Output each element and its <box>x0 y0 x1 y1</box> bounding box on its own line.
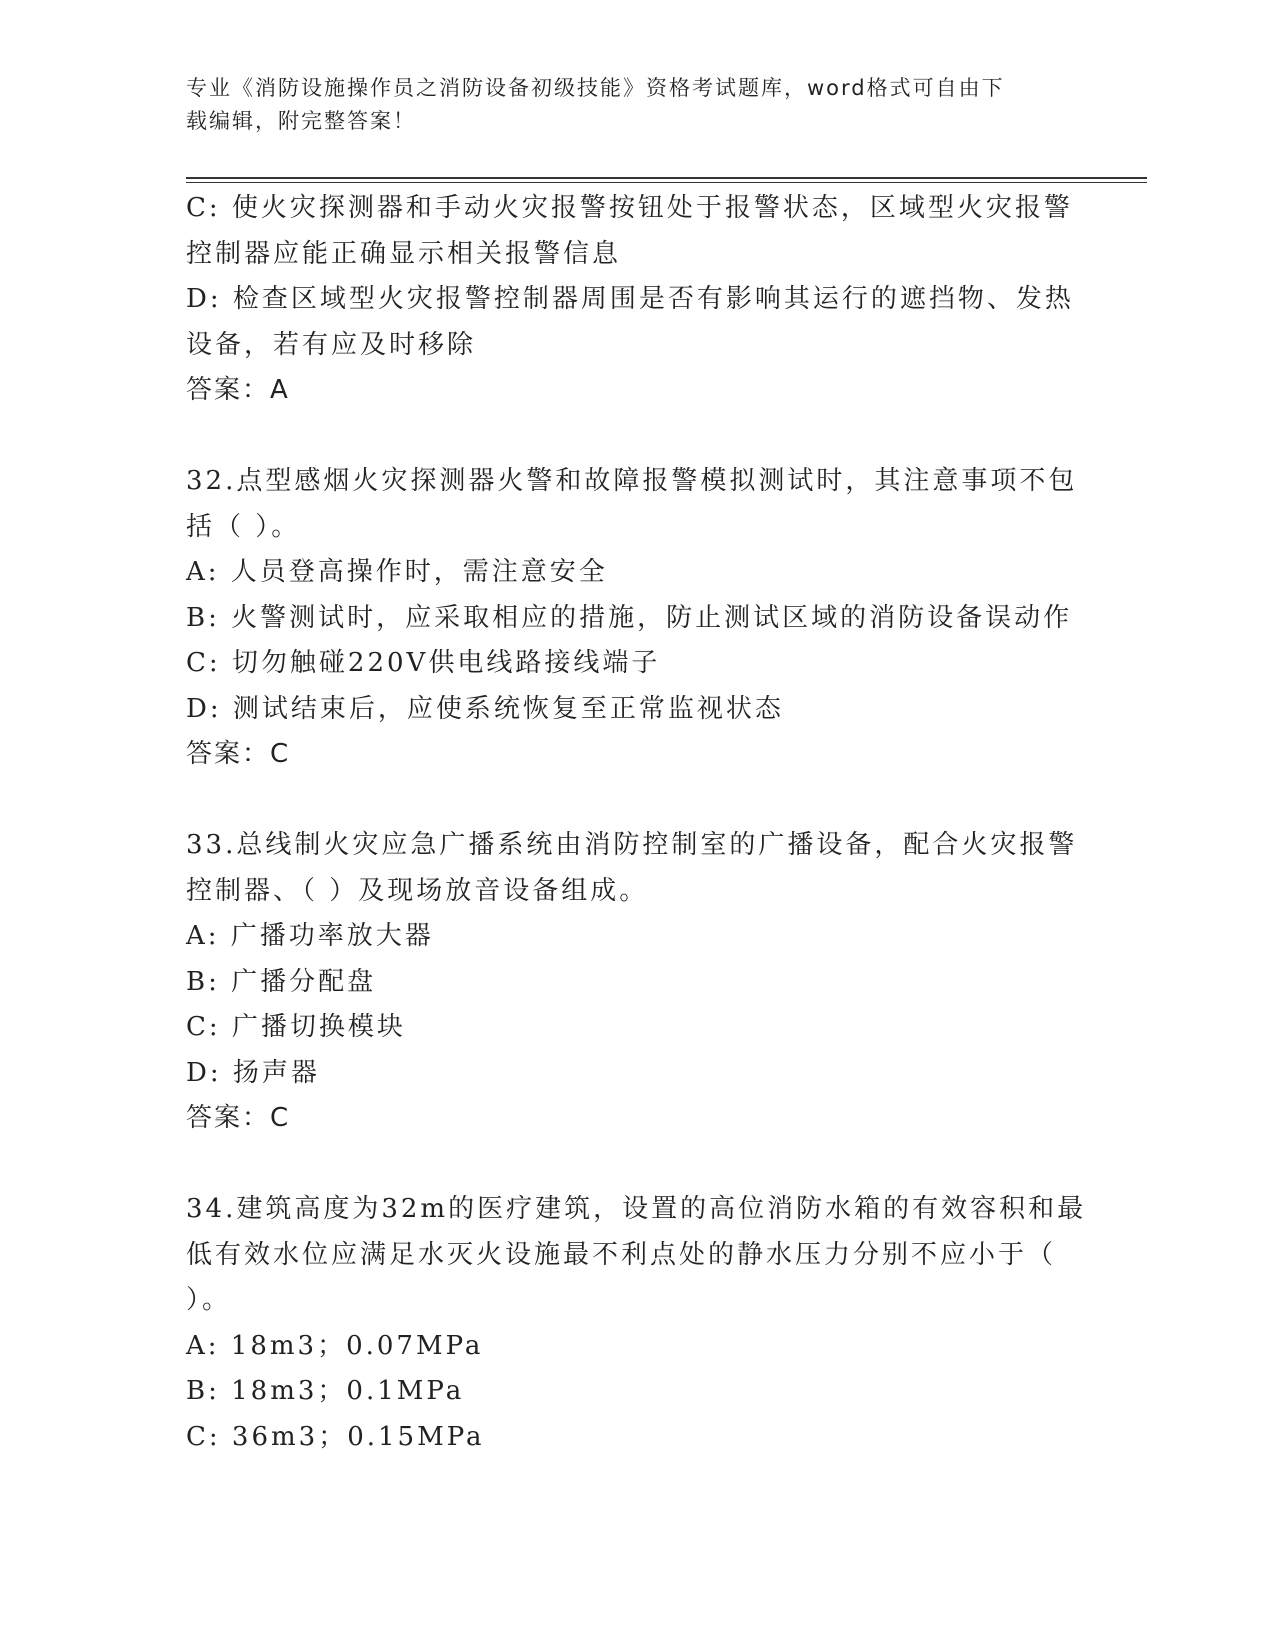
q33-option-c: C: 广播切换模块 <box>186 1012 406 1042</box>
q34-stem-line-3: ）。 <box>186 1285 232 1315</box>
document-header <box>186 72 1066 138</box>
prev-answer: 答案：A <box>186 375 290 405</box>
q33-stem-line-2: 控制器、（ ）及现场放音设备组成。 <box>186 875 649 906</box>
q32-option-b: B: 火警测试时，应采取相应的措施，防止测试区域的消防设备误动作 <box>186 602 1073 633</box>
question-33 <box>186 823 1076 1142</box>
q34-stem-line-2: 低有效水位应满足水灭火设施最不利点处的静水压力分别不应小于（ <box>186 1239 1057 1270</box>
q33-answer: 答案：C <box>186 1103 291 1133</box>
header-line-1: 专业《消防设施操作员之消防设备初级技能》资格考试题库，word格式可自由下 <box>186 76 1005 100</box>
q34-stem-line-1: 34.建筑高度为32m的医疗建筑，设置的高位消防水箱的有效容积和最 <box>186 1194 1087 1224</box>
q34-option-a: A: 18m3；0.07MPa <box>186 1330 484 1361</box>
q33-stem-line-1: 33.总线制火灾应急广播系统由消防控制室的广播设备，配合火灾报警 <box>186 830 1078 860</box>
q32-option-a: A: 人员登高操作时，需注意安全 <box>186 557 608 587</box>
q33-option-d: D: 扬声器 <box>186 1057 320 1088</box>
q32-stem-line-2: 括（ ）。 <box>186 511 301 542</box>
q32-option-d: D: 测试结束后，应使系统恢复至正常监视状态 <box>186 693 784 724</box>
prev-option-c-line-1: C: 使火灾探测器和手动火灾报警按钮处于报警状态，区域型火灾报警 <box>186 193 1073 223</box>
prev-option-c-line-2: 控制器应能正确显示相关报警信息 <box>186 238 622 269</box>
q32-stem-line-1: 32.点型感烟火灾探测器火警和故障报警模拟测试时，其注意事项不包 <box>186 466 1078 496</box>
q33-option-b: B: 广播分配盘 <box>186 966 377 997</box>
prev-option-d-line-2: 设备，若有应及时移除 <box>186 329 477 360</box>
question-34 <box>186 1187 1087 1460</box>
question-32 <box>186 459 1076 778</box>
q34-option-b: B: 18m3；0.1MPa <box>186 1376 465 1406</box>
q34-option-c: C: 36m3；0.15MPa <box>186 1421 485 1452</box>
spacer <box>186 1142 1076 1188</box>
q32-option-c: C: 切勿触碰220V供电线路接线端子 <box>186 648 661 678</box>
q32-answer: 答案：C <box>186 739 291 769</box>
header-divider-thick <box>186 177 1147 179</box>
spacer <box>186 414 1076 460</box>
q33-option-a: A: 广播功率放大器 <box>186 921 434 951</box>
header-divider-thin <box>186 182 1147 183</box>
question-content <box>186 186 1087 1460</box>
header-line-2: 载编辑，附完整答案！ <box>186 109 416 133</box>
prev-option-d-line-1: D: 检查区域型火灾报警控制器周围是否有影响其运行的遮挡物、发热 <box>186 284 1074 314</box>
spacer <box>186 778 1076 824</box>
prev-question <box>186 186 1076 414</box>
